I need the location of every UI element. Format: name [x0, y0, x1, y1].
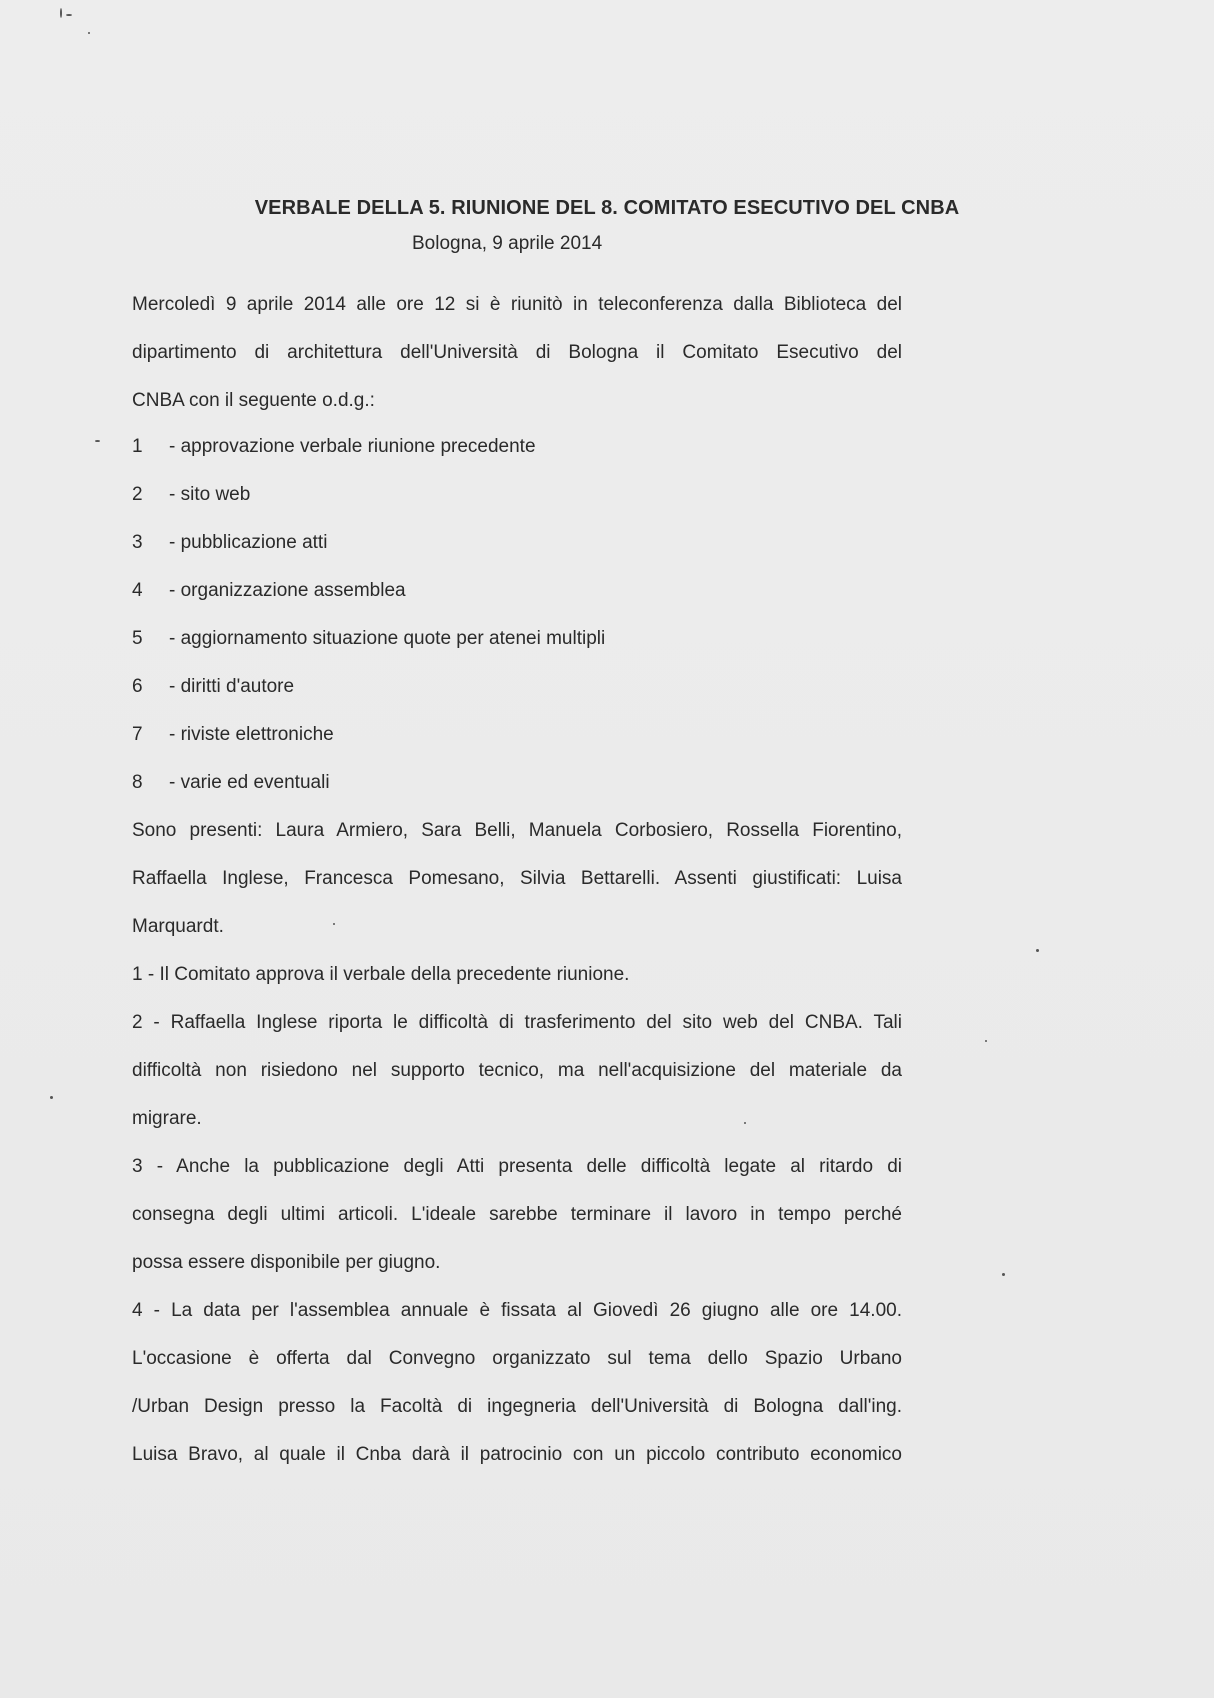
intro-line: CNBA con il seguente o.d.g.: — [132, 390, 375, 411]
intro-line: dipartimento di architettura dell'Università di Bologna il Comitato Esecutivo del — [132, 342, 902, 363]
body-line: 4 - La data per l'assemblea annuale è fissata al Giovedì 26 giugno alle ore 14.00. — [132, 1300, 902, 1321]
scan-speck — [88, 32, 90, 34]
scan-speck — [60, 8, 62, 18]
body-line: migrare. — [132, 1108, 202, 1129]
agenda-item-text: - pubblicazione atti — [169, 532, 328, 553]
agenda-item-number: 7 — [132, 724, 143, 745]
body-line: possa essere disponibile per giugno. — [132, 1252, 441, 1273]
body-line: /Urban Design presso la Facoltà di ingegneria dell'Università di Bologna dall'ing. — [132, 1396, 902, 1417]
body-line: L'occasione è offerta dal Convegno organizzato sul tema dello Spazio Urbano — [132, 1348, 902, 1369]
agenda-item-text: - approvazione verbale riunione precedente — [169, 436, 536, 457]
agenda-item — [132, 435, 536, 459]
agenda-item-text: - organizzazione assemblea — [169, 580, 406, 601]
document-subtitle: Bologna, 9 aprile 2014 — [412, 233, 603, 254]
document-title: VERBALE DELLA 5. RIUNIONE DEL 8. COMITATO ESECUTIVO DEL CNBA — [254, 197, 960, 219]
agenda-item — [132, 579, 406, 603]
agenda-item-number: 2 — [132, 484, 143, 505]
agenda-item-text: - varie ed eventuali — [169, 772, 330, 793]
body-line: 1 - Il Comitato approva il verbale della precedente riunione. — [132, 964, 630, 985]
body-line: Sono presenti: Laura Armiero, Sara Belli, Manuela Corbosiero, Rossella Fiorentino, — [132, 820, 902, 841]
agenda-item-number: 3 — [132, 532, 143, 553]
body-line: 2 - Raffaella Inglese riporta le difficoltà di trasferimento del sito web del CNBA. Tali — [132, 1012, 902, 1033]
agenda-item-number: 6 — [132, 676, 143, 697]
body-line: Marquardt. — [132, 916, 224, 937]
scan-speck — [1002, 1273, 1005, 1276]
agenda-item-text: - sito web — [169, 484, 251, 505]
agenda-item — [132, 675, 294, 699]
intro-line: Mercoledì 9 aprile 2014 alle ore 12 si è riunitò in teleconferenza dalla Biblioteca del — [132, 294, 902, 315]
agenda-item-number: 5 — [132, 628, 143, 649]
scan-speck — [50, 1096, 53, 1099]
agenda-item-text: - aggiornamento situazione quote per atenei multipli — [169, 628, 606, 649]
agenda-item-text: - diritti d'autore — [169, 676, 295, 697]
agenda-item-text: - riviste elettroniche — [169, 724, 334, 745]
agenda-item-number: 8 — [132, 772, 143, 793]
body-line: 3 - Anche la pubblicazione degli Atti presenta delle difficoltà legate al ritardo di — [132, 1156, 902, 1177]
agenda-item-number: 4 — [132, 580, 143, 601]
scan-speck — [1036, 949, 1039, 952]
body-line: difficoltà non risiedono nel supporto tecnico, ma nell'acquisizione del materiale da — [132, 1060, 902, 1081]
body-line: consegna degli ultimi articoli. L'ideale sarebbe terminare il lavoro in tempo perché — [132, 1204, 902, 1225]
body-line: Luisa Bravo, al quale il Cnba darà il patrocinio con un piccolo contributo economico — [132, 1444, 902, 1465]
scan-speck — [95, 440, 100, 442]
agenda-item — [132, 771, 330, 795]
agenda-item — [132, 531, 327, 555]
agenda-item — [132, 723, 334, 747]
scan-speck — [66, 14, 72, 16]
body-line: Raffaella Inglese, Francesca Pomesano, Silvia Bettarelli. Assenti giustificati: Luisa — [132, 868, 902, 889]
agenda-item-number: 1 — [132, 436, 143, 457]
agenda-item — [132, 627, 605, 651]
scan-speck — [985, 1040, 987, 1042]
agenda-item — [132, 483, 250, 507]
